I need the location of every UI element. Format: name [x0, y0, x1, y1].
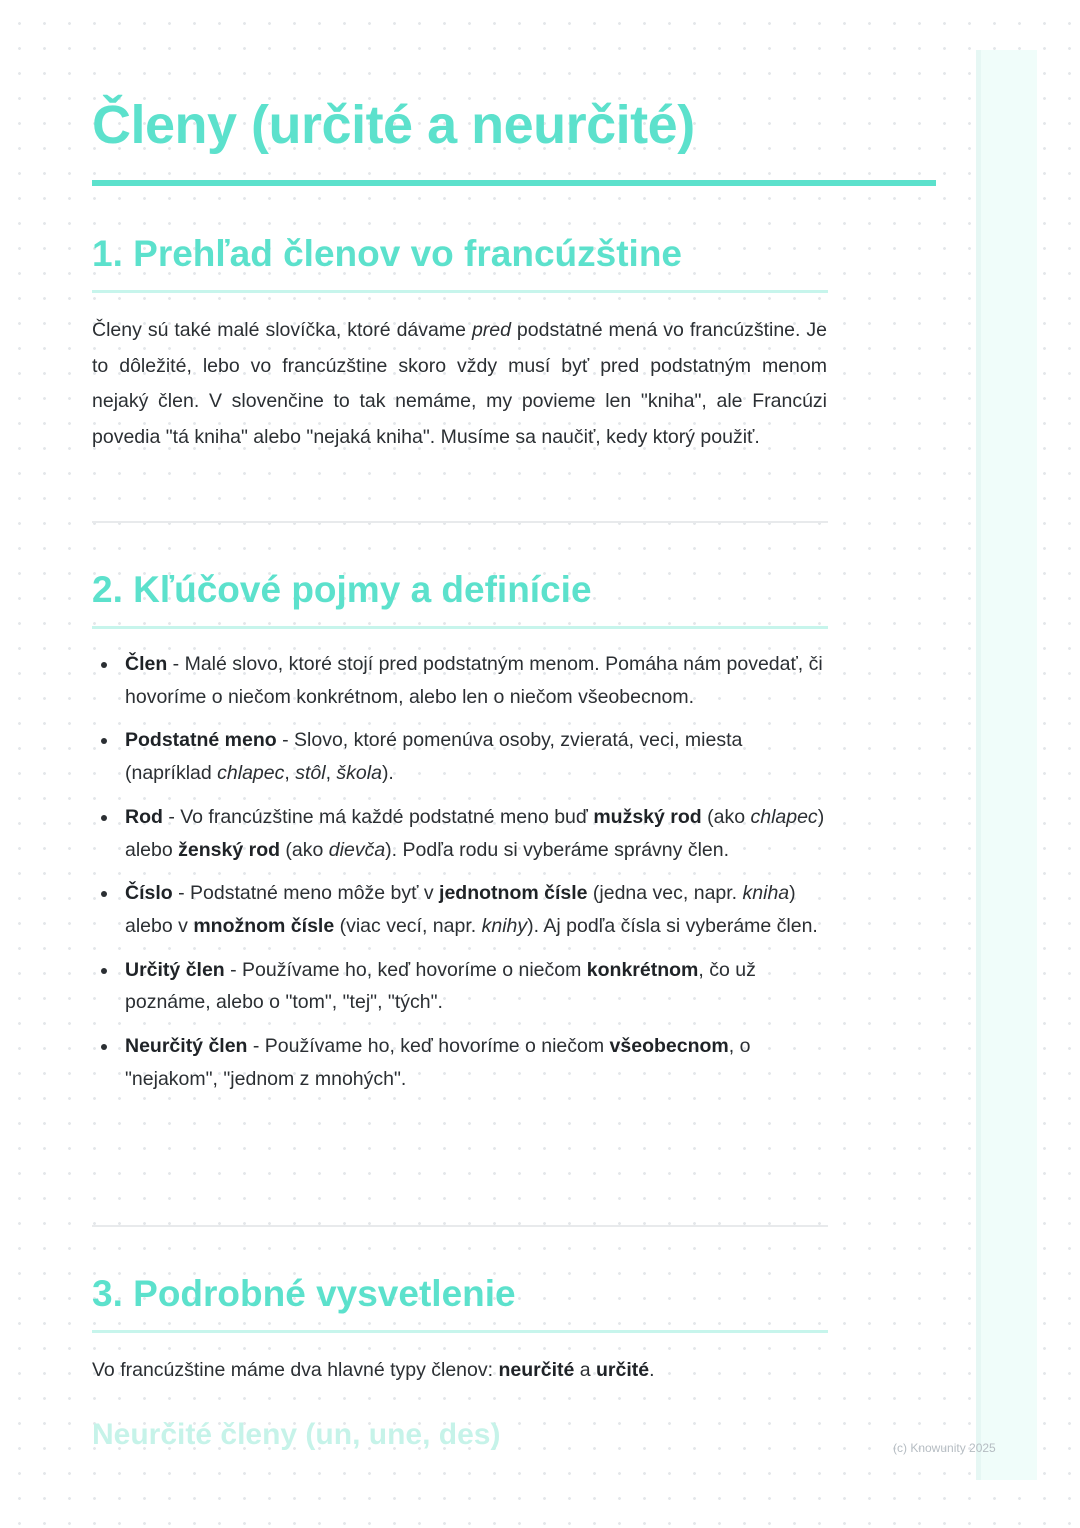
definition-text: - Slovo, ktoré pomenúva osoby, zvieratá, veci, miesta (napríklad [125, 729, 743, 785]
key-phrase: ženský rod [178, 838, 281, 861]
definition-term: Číslo [125, 882, 173, 905]
section-1-heading: 1. Prehľad členov vo francúzštine [92, 233, 682, 274]
example-word: chlapec [217, 762, 285, 785]
example-word: stôl [295, 762, 326, 785]
example-word: knihy [481, 914, 528, 937]
definition-text: - Používame ho, keď hovoríme o niečom [224, 958, 587, 981]
example-word: chlapec [750, 805, 818, 828]
definition-item [92, 1030, 828, 1095]
definition-text: - Vo francúzštine má každé podstatné meno buď [162, 805, 594, 828]
definition-text: (ako [280, 838, 329, 861]
key-phrase: konkrétnom [586, 958, 699, 981]
definition-item [92, 877, 828, 942]
page-sidebar [976, 50, 1037, 1480]
subsection-heading: Neurčité členy (un, une, des) [92, 1418, 501, 1451]
definition-text: , [325, 762, 337, 785]
example-word: škola [336, 762, 382, 785]
section-1-rule [92, 290, 828, 293]
definition-text: (viac vecí, napr. [334, 914, 482, 937]
key-phrase: množnom čísle [193, 914, 335, 937]
definition-item [92, 801, 828, 866]
copyright-watermark: (c) Knowunity 2025 [893, 1441, 996, 1455]
definition-text: ) alebo [125, 805, 825, 861]
key-phrase: jednotnom čísle [439, 882, 588, 905]
definition-term: Rod [125, 805, 163, 828]
section-3-heading: 3. Podrobné vysvetlenie [92, 1273, 516, 1314]
intro-emphasis: pred [471, 319, 511, 341]
example-word: kniha [742, 882, 790, 905]
definition-text: (jedna vec, napr. [587, 882, 743, 905]
example-word: dievča [328, 838, 386, 861]
key-phrase: mužský rod [593, 805, 702, 828]
paragraph-text: . [649, 1359, 655, 1381]
definition-text: , čo už poznáme, alebo o "tom", "tej", "tých". [125, 958, 756, 1014]
section-2-heading: 2. Kľúčové pojmy a definície [92, 569, 592, 610]
definition-term: Člen [125, 653, 168, 675]
intro-text: podstatné mená vo francúzštine. Je to dôležité, lebo vo francúzštine skoro vždy musí byť pred podstatným menom nejaký člen. V slovenčine to tak nemáme, my povieme len "kniha", ale Francúzi povedia "tá kniha" alebo "nejaká kniha". Musíme sa naučiť, kedy ktorý použiť. [92, 319, 827, 448]
key-phrase: určité [596, 1359, 650, 1381]
definition-text: - Podstatné meno môže byť v [172, 882, 440, 905]
section-1-paragraph [92, 313, 827, 455]
definition-term: Podstatné meno [125, 729, 277, 752]
definition-item [92, 724, 828, 789]
definition-text: (ako [701, 805, 751, 828]
paragraph-text: a [574, 1359, 597, 1381]
definition-text: , [284, 762, 296, 785]
definition-term: Neurčitý člen [125, 1035, 248, 1058]
page-title: Členy (určité a neurčité) [92, 95, 695, 155]
definition-text: ). Aj podľa čísla si vyberáme člen. [527, 914, 818, 937]
section-3-rule [92, 1330, 828, 1333]
definition-text: ). Podľa rodu si vyberáme správny člen. [385, 838, 730, 861]
section-separator [92, 521, 828, 523]
definition-item [92, 954, 828, 1019]
intro-text: Členy sú také malé slovíčka, ktoré dávame [92, 319, 472, 341]
section-2-rule [92, 626, 828, 629]
definition-text: - Malé slovo, ktoré stojí pred podstatným menom. Pomáha nám povedať, či hovoríme o niečom konkrétnom, alebo len o niečom všeobecnom. [125, 653, 823, 708]
definition-item [92, 648, 828, 713]
section-3-paragraph [92, 1353, 655, 1388]
definitions-list [92, 648, 828, 1106]
definition-term: Určitý člen [125, 958, 225, 981]
section-separator [92, 1225, 828, 1227]
definition-text: - Používame ho, keď hovoríme o niečom [247, 1035, 610, 1058]
paragraph-text: Vo francúzštine máme dva hlavné typy členov: [92, 1359, 499, 1381]
key-phrase: všeobecnom [609, 1035, 729, 1058]
definition-text: , o "nejakom", "jednom z mnohých". [125, 1035, 751, 1090]
key-phrase: neurčité [498, 1359, 575, 1381]
definition-text: ) alebo v [125, 882, 796, 937]
definition-text: ). [381, 762, 394, 785]
title-divider [92, 180, 936, 186]
